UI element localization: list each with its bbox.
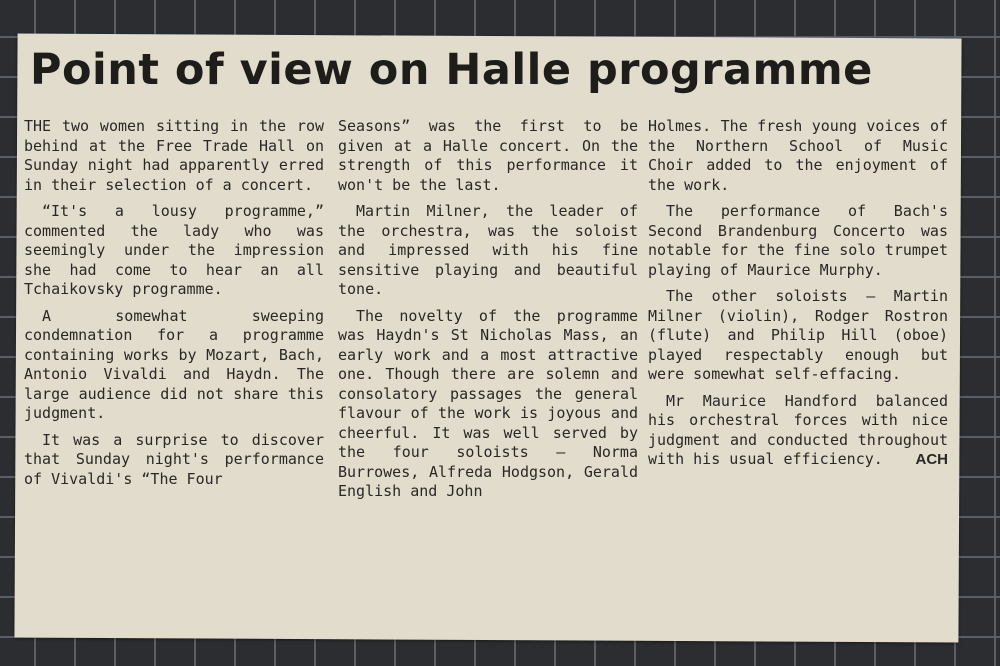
- paragraph: “It's a lousy programme,” commented the lady who was seemingly under the impression she had come to hear an all Tchaikovsky programme.: [24, 202, 324, 298]
- paragraph: It was a surprise to discover that Sunday night's performance of Vivaldi's “The Four: [24, 430, 324, 488]
- paragraph: [648, 392, 948, 470]
- paragraph-text: Mr Maurice Handford balanced his orchestral forces with nice judgment and conducted throughout with his usual efficiency.: [648, 391, 948, 468]
- paragraph: The other soloists — Martin Milner (violin), Rodger Rostron (flute) and Philip Hill (oboe) played respectably enough but were somewhat self-effacing.: [648, 287, 948, 383]
- paragraph: A somewhat sweeping condemnation for a programme containing works by Mozart, Bach, Antonio Vivaldi and Haydn. The large audience did not share this judgment.: [24, 306, 324, 422]
- paragraph: The novelty of the programme was Haydn's St Nicholas Mass, an early work and a most attractive one. Though there are solemn and consolatory passages the general flavour of the work is joyous and cheerful. It was well served by the four soloists — Norma Burrowes, Alfreda Hodgson, Gerald English and John: [338, 306, 638, 500]
- paragraph: The performance of Bach's Second Brandenburg Concerto was notable for the fine solo trumpet playing of Maurice Murphy.: [648, 202, 948, 279]
- headline: Point of view on Halle programme: [30, 45, 873, 95]
- author-signature: ACH: [915, 451, 948, 468]
- paragraph: Seasons” was the first to be given at a Halle concert. On the strength of this performance it won't be the last.: [338, 117, 638, 194]
- paragraph: Holmes. The fresh young voices of the Northern School of Music Choir added to the enjoyment of the work.: [648, 117, 948, 194]
- article-column-3: [648, 117, 948, 477]
- article-column-1: [24, 117, 324, 496]
- paragraph: THE two women sitting in the row behind at the Free Trade Hall on Sunday night had apparently erred in their selection of a concert.: [24, 117, 324, 194]
- article-column-2: [338, 117, 638, 509]
- paragraph: Martin Milner, the leader of the orchestra, was the soloist and impressed with his fine sensitive playing and beautiful tone.: [338, 202, 638, 298]
